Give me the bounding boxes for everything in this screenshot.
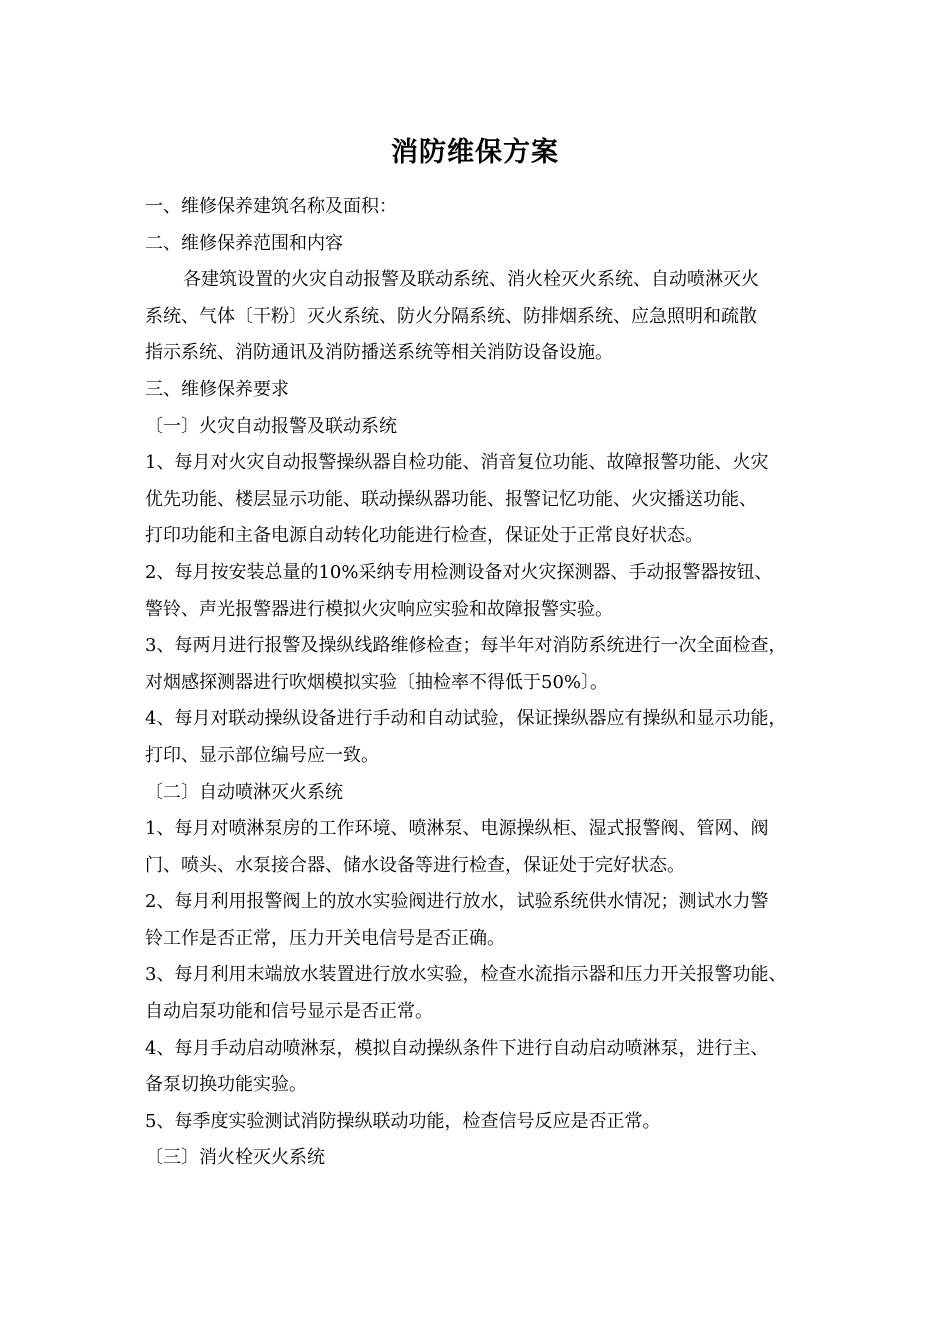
list-item-line: 2、每月利用报警阀上的放水实验阀进行放水，试验系统供水情况；测试水力警 xyxy=(145,891,769,913)
list-item-line: 警铃、声光报警器进行模拟火灾响应实验和故障报警实验。 xyxy=(145,598,613,620)
paragraph-line: 指示系统、消防通讯及消防播送系统等相关消防设备设施。 xyxy=(145,342,613,364)
list-item-line: 铃工作是否正常，压力开关电信号是否正确。 xyxy=(145,927,505,949)
subsection-heading: 〔三〕消火栓灭火系统 xyxy=(145,1147,325,1169)
list-item-line: 打印、显示部位编号应一致。 xyxy=(145,744,379,766)
list-item-line: 打印功能和主备电源自动转化功能进行检查，保证处于正常良好状态。 xyxy=(145,525,703,547)
list-item-line: 门、喷头、水泵接合器、储水设备等进行检查，保证处于完好状态。 xyxy=(145,854,685,876)
list-item-line: 备泵切换功能实验。 xyxy=(145,1074,307,1096)
section-heading: 三、维修保养要求 xyxy=(145,378,289,400)
subsection-heading: 〔二〕自动喷淋灭火系统 xyxy=(145,781,343,803)
paragraph-line: 各建筑设置的火灾自动报警及联动系统、消火栓灭火系统、自动喷淋灭火 xyxy=(183,269,759,291)
list-item-line: 自动启泵功能和信号显示是否正常。 xyxy=(145,1001,433,1023)
list-item-line: 1、每月对喷淋泵房的工作环境、喷淋泵、电源操纵柜、湿式报警阀、管网、阀 xyxy=(145,818,769,840)
list-item-line: 1、每月对火灾自动报警操纵器自检功能、消音复位功能、故障报警功能、火灾 xyxy=(145,452,769,474)
list-item-line: 5、每季度实验测试消防操纵联动功能，检查信号反应是否正常。 xyxy=(145,1110,661,1132)
section-heading: 二、维修保养范围和内容 xyxy=(145,232,343,254)
list-item-line: 4、每月对联动操纵设备进行手动和自动试验，保证操纵器应有操纵和显示功能， xyxy=(145,708,787,730)
list-item-line: 3、每两月进行报警及操纵线路维修检查；每半年对消防系统进行一次全面检查， xyxy=(145,635,787,657)
list-item-line: 2、每月按安装总量的10%采纳专用检测设备对火灾探测器、手动报警器按钮、 xyxy=(145,561,773,583)
document-body xyxy=(145,189,835,1177)
paragraph-line: 系统、气体〔干粉〕灭火系统、防火分隔系统、防排烟系统、应急照明和疏散 xyxy=(145,305,757,327)
list-item-line: 4、每月手动启动喷淋泵，模拟自动操纵条件下进行自动启动喷淋泵，进行主、 xyxy=(145,1037,769,1059)
section-heading: 一、维修保养建筑名称及面积： xyxy=(145,196,397,217)
list-item-line: 对烟感探测器进行吹烟模拟实验〔抽检率不得低于50%〕。 xyxy=(145,671,609,693)
list-item-line: 3、每月利用末端放水装置进行放水实验，检查水流指示器和压力开关报警功能、 xyxy=(145,964,787,986)
subsection-heading: 〔一〕火灾自动报警及联动系统 xyxy=(145,415,397,437)
list-item-line: 优先功能、楼层显示功能、联动操纵器功能、报警记忆功能、火灾播送功能、 xyxy=(145,488,757,510)
document-title: 消防维保方案 xyxy=(391,137,559,168)
